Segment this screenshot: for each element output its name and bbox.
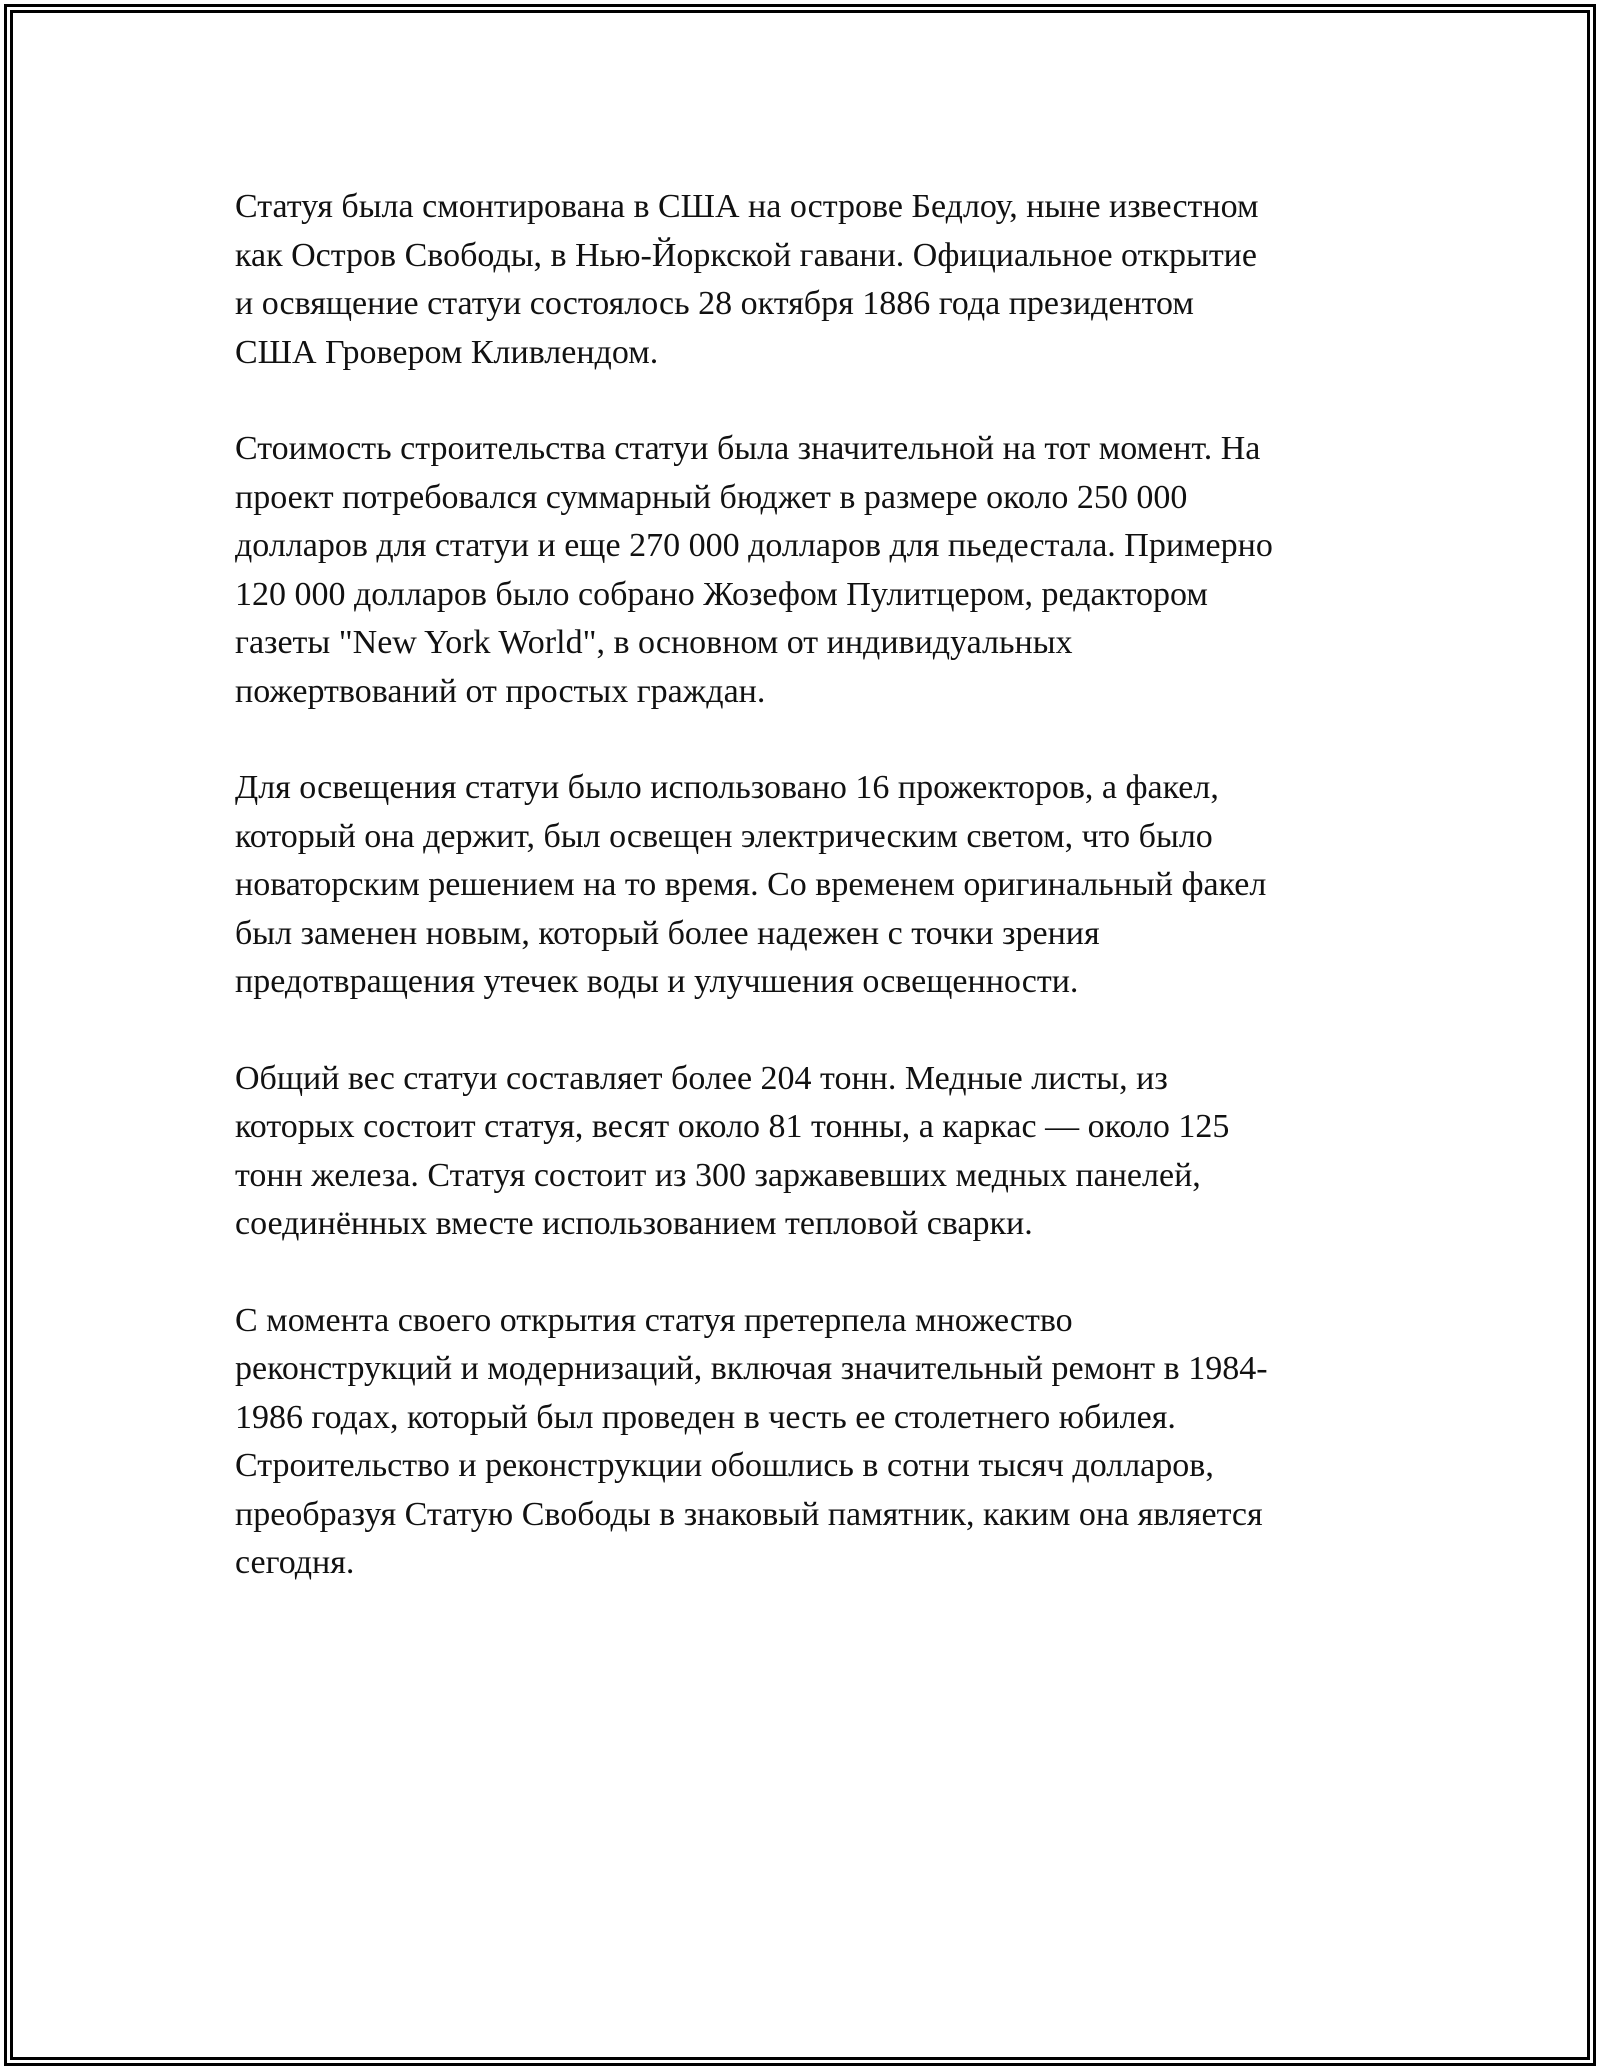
paragraph-4: Общий вес статуи составляет более 204 тонн. Медные листы, из которых состоит статуя, весят около 81 тонны, а каркас — около 125 тонн железа. Статуя состоит из 300 заржавевших медных панелей, соединённых вместе использованием тепловой сварки. (235, 1059, 1230, 1242)
paragraph-2: Стоимость строительства статуи была значительной на тот момент. На проект потребовался суммарный бюджет в размере около 250 000 долларов для статуи и еще 270 000 долларов для пьедестала. Примерно 120 000 долларов было собрано Жозефом Пулитцером, редактором газеты "New York World", в основном от индивидуальных пожертвований от простых граждан. (235, 430, 1273, 710)
paragraph-1: Статуя была смонтирована в США на острове Бедлоу, ныне известном как Остров Свободы, в Нью-Йоркской гавани. Официальное открытие и освящение статуи состоялось 28 октября 1886 года президентом США Гровером Кливлендом. (235, 188, 1259, 371)
paragraph-3: Для освещения статуи было использовано 16 прожекторов, а факел, который она держит, был освещен электрическим светом, что было новаторским решением на то время. Со временем оригинальный факел был заменен новым, который более надежен с точки зрения предотвращения утечек воды и улучшения освещенности. (235, 769, 1267, 1000)
paragraph-5: С момента своего открытия статуя претерпела множество реконструкций и модернизаций, включая значительный ремонт в 1984- 1986 годах, который был проведен в честь ее столетнего юбилея. Строительство и реконструкции обошлись в сотни тысяч долларов, преобразуя Статую Свободы в знаковый памятник, каким она является сегодня. (235, 1301, 1268, 1581)
document-body (235, 183, 1355, 1636)
